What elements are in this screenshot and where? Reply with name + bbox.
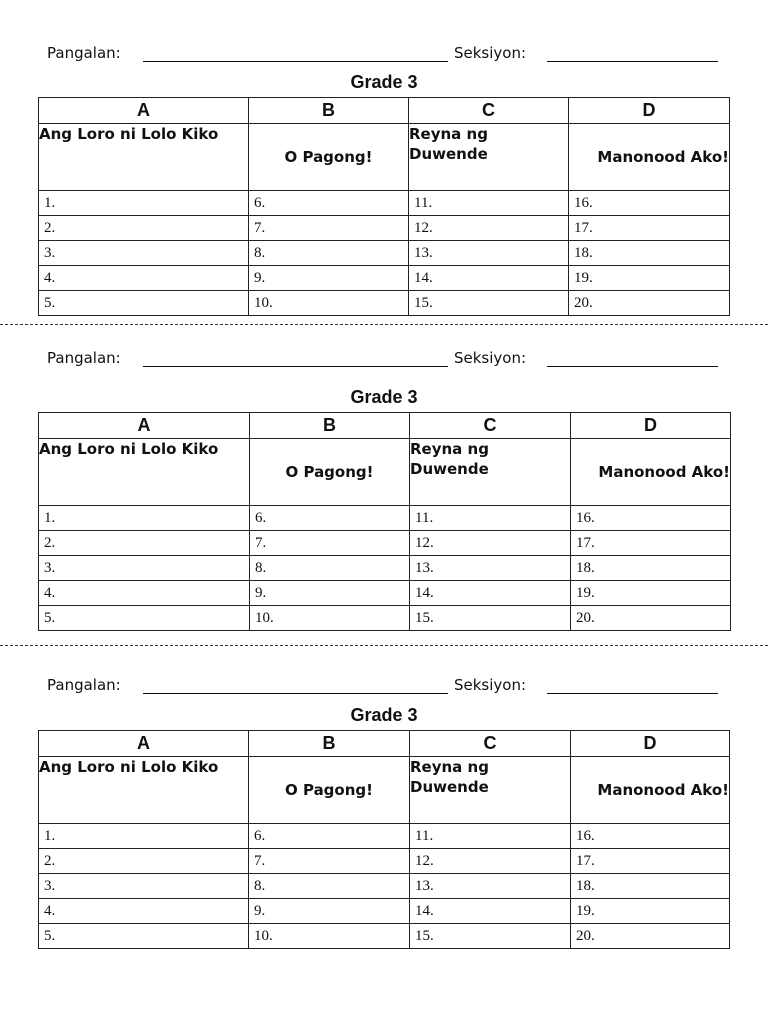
story-title-d: Manonood Ako! <box>569 124 730 191</box>
story-title-row <box>39 124 730 191</box>
answer-cell[interactable]: 9. <box>249 266 409 291</box>
column-letter-d: D <box>569 98 730 124</box>
answer-cell[interactable]: 4. <box>39 266 249 291</box>
answer-cell[interactable]: 5. <box>39 291 249 316</box>
story-title-row <box>39 439 731 506</box>
story-title-b: O Pagong! <box>249 757 410 824</box>
column-letter-d: D <box>571 731 730 757</box>
answer-cell[interactable]: 8. <box>250 556 410 581</box>
story-title-c-cell <box>410 757 571 824</box>
answer-cell[interactable]: 17. <box>571 531 731 556</box>
table-row <box>39 291 730 316</box>
answer-cell[interactable]: 1. <box>39 506 250 531</box>
column-letter-row <box>39 98 730 124</box>
answer-cell[interactable]: 7. <box>250 531 410 556</box>
cut-line <box>0 645 768 646</box>
answer-cell[interactable]: 20. <box>569 291 730 316</box>
grade-title: Grade 3 <box>350 387 418 407</box>
answer-table <box>38 730 730 949</box>
answer-cell[interactable]: 3. <box>39 874 249 899</box>
answer-cell[interactable]: 12. <box>410 531 571 556</box>
name-label: Pangalan: <box>47 349 121 367</box>
answer-cell[interactable]: 15. <box>409 291 569 316</box>
story-title-a: Ang Loro ni Lolo Kiko <box>39 757 249 824</box>
answer-cell[interactable]: 14. <box>410 899 571 924</box>
story-title-b: O Pagong! <box>249 124 409 191</box>
grade-title: Grade 3 <box>350 72 418 92</box>
answer-cell[interactable]: 2. <box>39 849 249 874</box>
answer-cell[interactable]: 15. <box>410 606 571 631</box>
answer-cell[interactable]: 9. <box>250 581 410 606</box>
story-title-a: Ang Loro ni Lolo Kiko <box>39 124 249 191</box>
answer-cell[interactable]: 13. <box>410 874 571 899</box>
answer-cell[interactable]: 15. <box>410 924 571 949</box>
answer-cell[interactable]: 11. <box>410 506 571 531</box>
table-row <box>39 266 730 291</box>
column-letter-row <box>39 731 730 757</box>
table-row <box>39 824 730 849</box>
cut-line <box>0 324 768 325</box>
answer-cell[interactable]: 10. <box>249 924 410 949</box>
answer-cell[interactable]: 14. <box>409 266 569 291</box>
name-section-row <box>0 349 768 373</box>
answer-cell[interactable]: 14. <box>410 581 571 606</box>
table-row <box>39 556 731 581</box>
table-row <box>39 924 730 949</box>
answer-cell[interactable]: 8. <box>249 241 409 266</box>
name-blank-line <box>143 366 448 367</box>
answer-cell[interactable]: 1. <box>39 191 249 216</box>
answer-cell[interactable]: 12. <box>410 849 571 874</box>
answer-cell[interactable]: 17. <box>569 216 730 241</box>
section-label: Seksiyon: <box>454 349 527 367</box>
table-row <box>39 191 730 216</box>
answer-cell[interactable]: 18. <box>569 241 730 266</box>
answer-cell[interactable]: 5. <box>39 606 250 631</box>
story-title-b: O Pagong! <box>250 439 410 506</box>
answer-cell[interactable]: 13. <box>410 556 571 581</box>
answer-cell[interactable]: 6. <box>249 824 410 849</box>
column-letter-c: C <box>409 98 569 124</box>
table-row <box>39 606 731 631</box>
story-title-c: Reyna ng Duwende <box>409 125 488 163</box>
answer-cell[interactable]: 16. <box>571 824 730 849</box>
answer-cell[interactable]: 5. <box>39 924 249 949</box>
grade-title: Grade 3 <box>350 705 418 725</box>
name-blank-line <box>143 693 448 694</box>
column-letter-c: C <box>410 413 571 439</box>
answer-cell[interactable]: 4. <box>39 899 249 924</box>
section-blank-line <box>547 693 718 694</box>
answer-cell[interactable]: 20. <box>571 606 731 631</box>
story-title-c-cell <box>409 124 569 191</box>
table-row <box>39 216 730 241</box>
answer-cell[interactable]: 2. <box>39 216 249 241</box>
column-letter-row <box>39 413 731 439</box>
table-row <box>39 874 730 899</box>
section-label: Seksiyon: <box>454 676 527 694</box>
answer-cell[interactable]: 4. <box>39 581 250 606</box>
answer-cell[interactable]: 16. <box>569 191 730 216</box>
story-title-c-cell <box>410 439 571 506</box>
table-row <box>39 506 731 531</box>
answer-cell[interactable]: 20. <box>571 924 730 949</box>
column-letter-a: A <box>39 731 249 757</box>
section-label: Seksiyon: <box>454 44 527 62</box>
answer-table <box>38 97 730 316</box>
column-letter-b: B <box>250 413 410 439</box>
column-letter-a: A <box>39 98 249 124</box>
answer-cell[interactable]: 8. <box>249 874 410 899</box>
name-section-row <box>0 44 768 68</box>
answer-cell[interactable]: 18. <box>571 874 730 899</box>
answer-cell[interactable]: 10. <box>250 606 410 631</box>
answer-cell[interactable]: 3. <box>39 241 249 266</box>
name-section-row <box>0 676 768 700</box>
answer-cell[interactable]: 6. <box>250 506 410 531</box>
story-title-a: Ang Loro ni Lolo Kiko <box>39 439 250 506</box>
answer-cell[interactable]: 17. <box>571 849 730 874</box>
answer-cell[interactable]: 13. <box>409 241 569 266</box>
answer-cell[interactable]: 11. <box>409 191 569 216</box>
answer-cell[interactable]: 3. <box>39 556 250 581</box>
story-title-d: Manonood Ako! <box>571 757 730 824</box>
answer-cell[interactable]: 10. <box>249 291 409 316</box>
answer-cell[interactable]: 2. <box>39 531 250 556</box>
answer-cell[interactable]: 9. <box>249 899 410 924</box>
story-title-d: Manonood Ako! <box>571 439 731 506</box>
story-title-c: Reyna ng Duwende <box>410 758 489 796</box>
answer-table <box>38 412 731 631</box>
answer-cell[interactable]: 18. <box>571 556 731 581</box>
name-label: Pangalan: <box>47 676 121 694</box>
table-row <box>39 849 730 874</box>
column-letter-c: C <box>410 731 571 757</box>
answer-cell[interactable]: 16. <box>571 506 731 531</box>
answer-cell[interactable]: 19. <box>569 266 730 291</box>
answer-cell[interactable]: 7. <box>249 849 410 874</box>
answer-cell[interactable]: 6. <box>249 191 409 216</box>
column-letter-d: D <box>571 413 731 439</box>
table-row <box>39 899 730 924</box>
answer-cell[interactable]: 19. <box>571 899 730 924</box>
column-letter-b: B <box>249 98 409 124</box>
section-blank-line <box>547 366 718 367</box>
column-letter-a: A <box>39 413 250 439</box>
story-title-row <box>39 757 730 824</box>
answer-cell[interactable]: 19. <box>571 581 731 606</box>
answer-cell[interactable]: 7. <box>249 216 409 241</box>
story-title-c: Reyna ng Duwende <box>410 440 489 478</box>
name-label: Pangalan: <box>47 44 121 62</box>
section-blank-line <box>547 61 718 62</box>
table-row <box>39 581 731 606</box>
name-blank-line <box>143 61 448 62</box>
answer-cell[interactable]: 1. <box>39 824 249 849</box>
answer-cell[interactable]: 12. <box>409 216 569 241</box>
answer-cell[interactable]: 11. <box>410 824 571 849</box>
column-letter-b: B <box>249 731 410 757</box>
table-row <box>39 531 731 556</box>
table-row <box>39 241 730 266</box>
